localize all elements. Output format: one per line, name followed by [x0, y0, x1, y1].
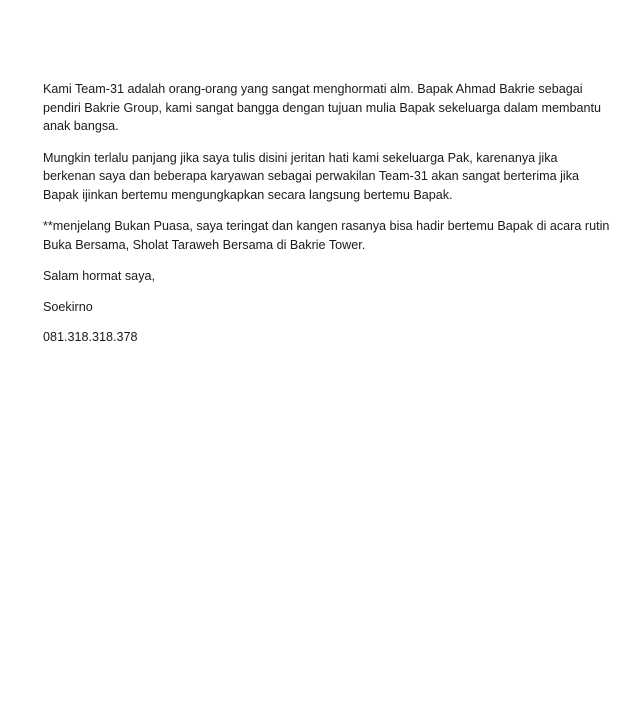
paragraph-request — [43, 149, 588, 205]
paragraph-line: berkenan saya dan beberapa karyawan sebagai perwakilan Team-31 akan sangat berterima jika — [43, 169, 580, 183]
closing-line: Salam hormat saya, — [43, 269, 155, 283]
paragraph-line: Bapak ijinkan bertemu mengungkapkan secara langsung bertemu Bapak. — [43, 187, 453, 202]
paragraph-introduction — [43, 80, 601, 136]
paragraph-line: pendiri Bakrie Group, kami sangat bangga dengan tujuan mulia Bapak sekeluarga dalam membantu — [43, 100, 601, 115]
paragraph-line: Mungkin terlalu panjang jika saya tulis disini jeritan hati kami sekeluarga Pak, karenanya jika — [43, 150, 558, 165]
signature-name: Soekirno — [43, 299, 93, 314]
paragraph-line: Kami Team-31 adalah orang-orang yang sangat menghormati alm. Bapak Ahmad Bakrie sebagai — [43, 82, 583, 96]
paragraph-note — [43, 217, 610, 254]
paragraph-line: anak bangsa. — [43, 119, 119, 133]
phone-number: 081.318.318.378 — [43, 330, 138, 344]
paragraph-line: **menjelang Bukan Puasa, saya teringat dan kangen rasanya bisa hadir bertemu Bapak di acara rutin — [43, 219, 610, 233]
letter-body — [43, 80, 610, 359]
paragraph-line: Buka Bersama, Sholat Taraweh Bersama di Bakrie Tower. — [43, 237, 366, 252]
